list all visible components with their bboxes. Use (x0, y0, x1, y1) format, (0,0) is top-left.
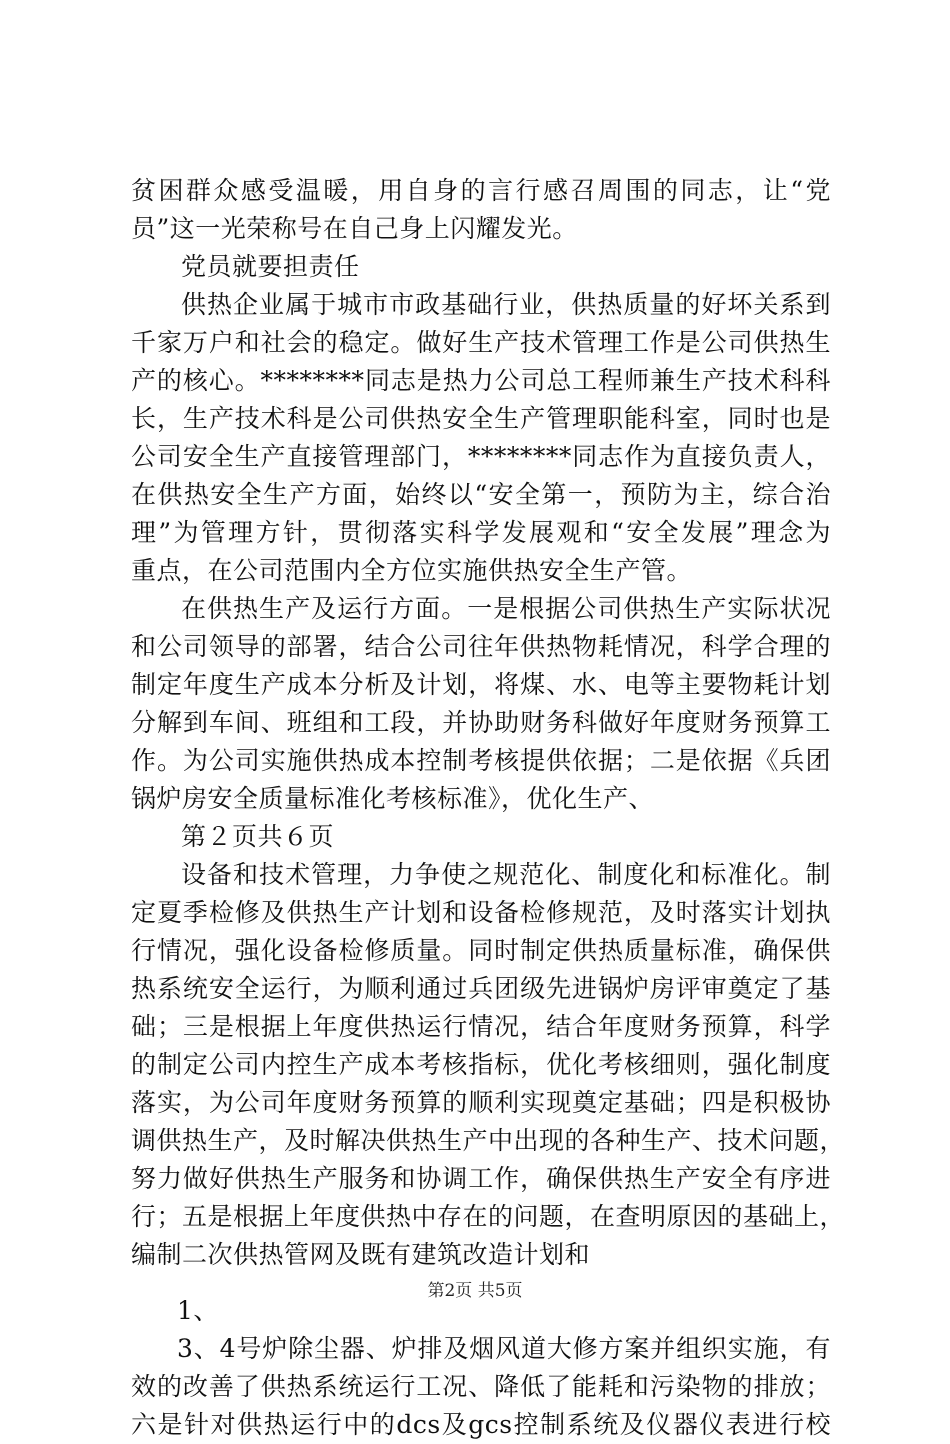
text-line: 作。为公司实施供热成本控制考核提供依据；二是依据《兵团 (131, 746, 831, 775)
text-line: 行；五是根据上年度供热中存在的问题，在查明原因的基础上， (131, 1202, 846, 1231)
text-line: 理”为管理方针，贯彻落实科学发展观和“安全发展”理念为 (131, 518, 831, 547)
text-line: 定夏季检修及供热生产计划和设备检修规范，及时落实计划执 (131, 898, 831, 927)
text-line: 长，生产技术科是公司供热安全生产管理职能科室，同时也是 (131, 404, 831, 433)
text-line: 在供热安全生产方面，始终以“安全第一，预防为主，综合治 (131, 480, 831, 509)
text-line: 3、4号炉除尘器、炉排及烟风道大修方案并组织实施，有 (177, 1334, 831, 1363)
text-line: 编制二次供热管网及既有建筑改造计划和 (131, 1240, 591, 1269)
text-line: 热系统安全运行，为顺利通过兵团级先进锅炉房评审奠定了基 (131, 974, 831, 1003)
text-line: 重点，在公司范围内全方位实施供热安全生产管。 (131, 556, 693, 585)
text-line: 和公司领导的部署，结合公司往年供热物耗情况，科学合理的 (131, 632, 831, 661)
document-body (131, 172, 846, 1444)
text-line: 公司安全生产直接管理部门，********同志作为直接负责人， (131, 442, 831, 471)
text-line: 千家万户和社会的稳定。做好生产技术管理工作是公司供热生 (131, 328, 831, 357)
text-line: 贫困群众感受温暖，用自身的言行感召周围的同志，让“党 (131, 176, 831, 205)
section-heading: 党员就要担责任 (181, 252, 360, 281)
text-line: 落实，为公司年度财务预算的顺利实现奠定基础；四是积极协 (131, 1088, 831, 1117)
text-line: 在供热生产及运行方面。一是根据公司供热生产实际状况 (181, 594, 831, 623)
text-line: 锅炉房安全质量标准化考核标准》，优化生产、 (131, 784, 655, 813)
text-line: 员”这一光荣称号在自己身上闪耀发光。 (131, 214, 578, 243)
text-line: 行情况，强化设备检修质量。同时制定供热质量标准，确保供 (131, 936, 831, 965)
text-line: 础；三是根据上年度供热运行情况，结合年度财务预算，科学 (131, 1012, 831, 1041)
text-line: 效的改善了供热系统运行工况、降低了能耗和污染物的排放； (131, 1372, 831, 1401)
text-line: 制定年度生产成本分析及计划，将煤、水、电等主要物耗计划 (131, 670, 831, 699)
text-line: 供热企业属于城市市政基础行业，供热质量的好坏关系到 (181, 290, 831, 319)
list-marker: 1、 (177, 1296, 219, 1325)
text-line: 产的核心。********同志是热力公司总工程师兼生产技术科科 (131, 366, 831, 395)
text-line: 分解到车间、班组和工段，并协助财务科做好年度财务预算工 (131, 708, 831, 737)
inline-page-marker: 第２页共６页 (181, 822, 335, 851)
text-line: 的制定公司内控生产成本考核指标，优化考核细则，强化制度 (131, 1050, 831, 1079)
page-footer: 第2页 共5页 (427, 1281, 523, 1301)
text-line: 调供热生产，及时解决供热生产中出现的各种生产、技术问题， (131, 1126, 846, 1155)
text-line: 六是针对供热运行中的dcs及gcs控制系统及仪器仪表进行校 (131, 1410, 831, 1439)
text-line: 设备和技术管理，力争使之规范化、制度化和标准化。制 (181, 860, 831, 889)
text-line: 努力做好供热生产服务和协调工作，确保供热生产安全有序进 (131, 1164, 831, 1193)
